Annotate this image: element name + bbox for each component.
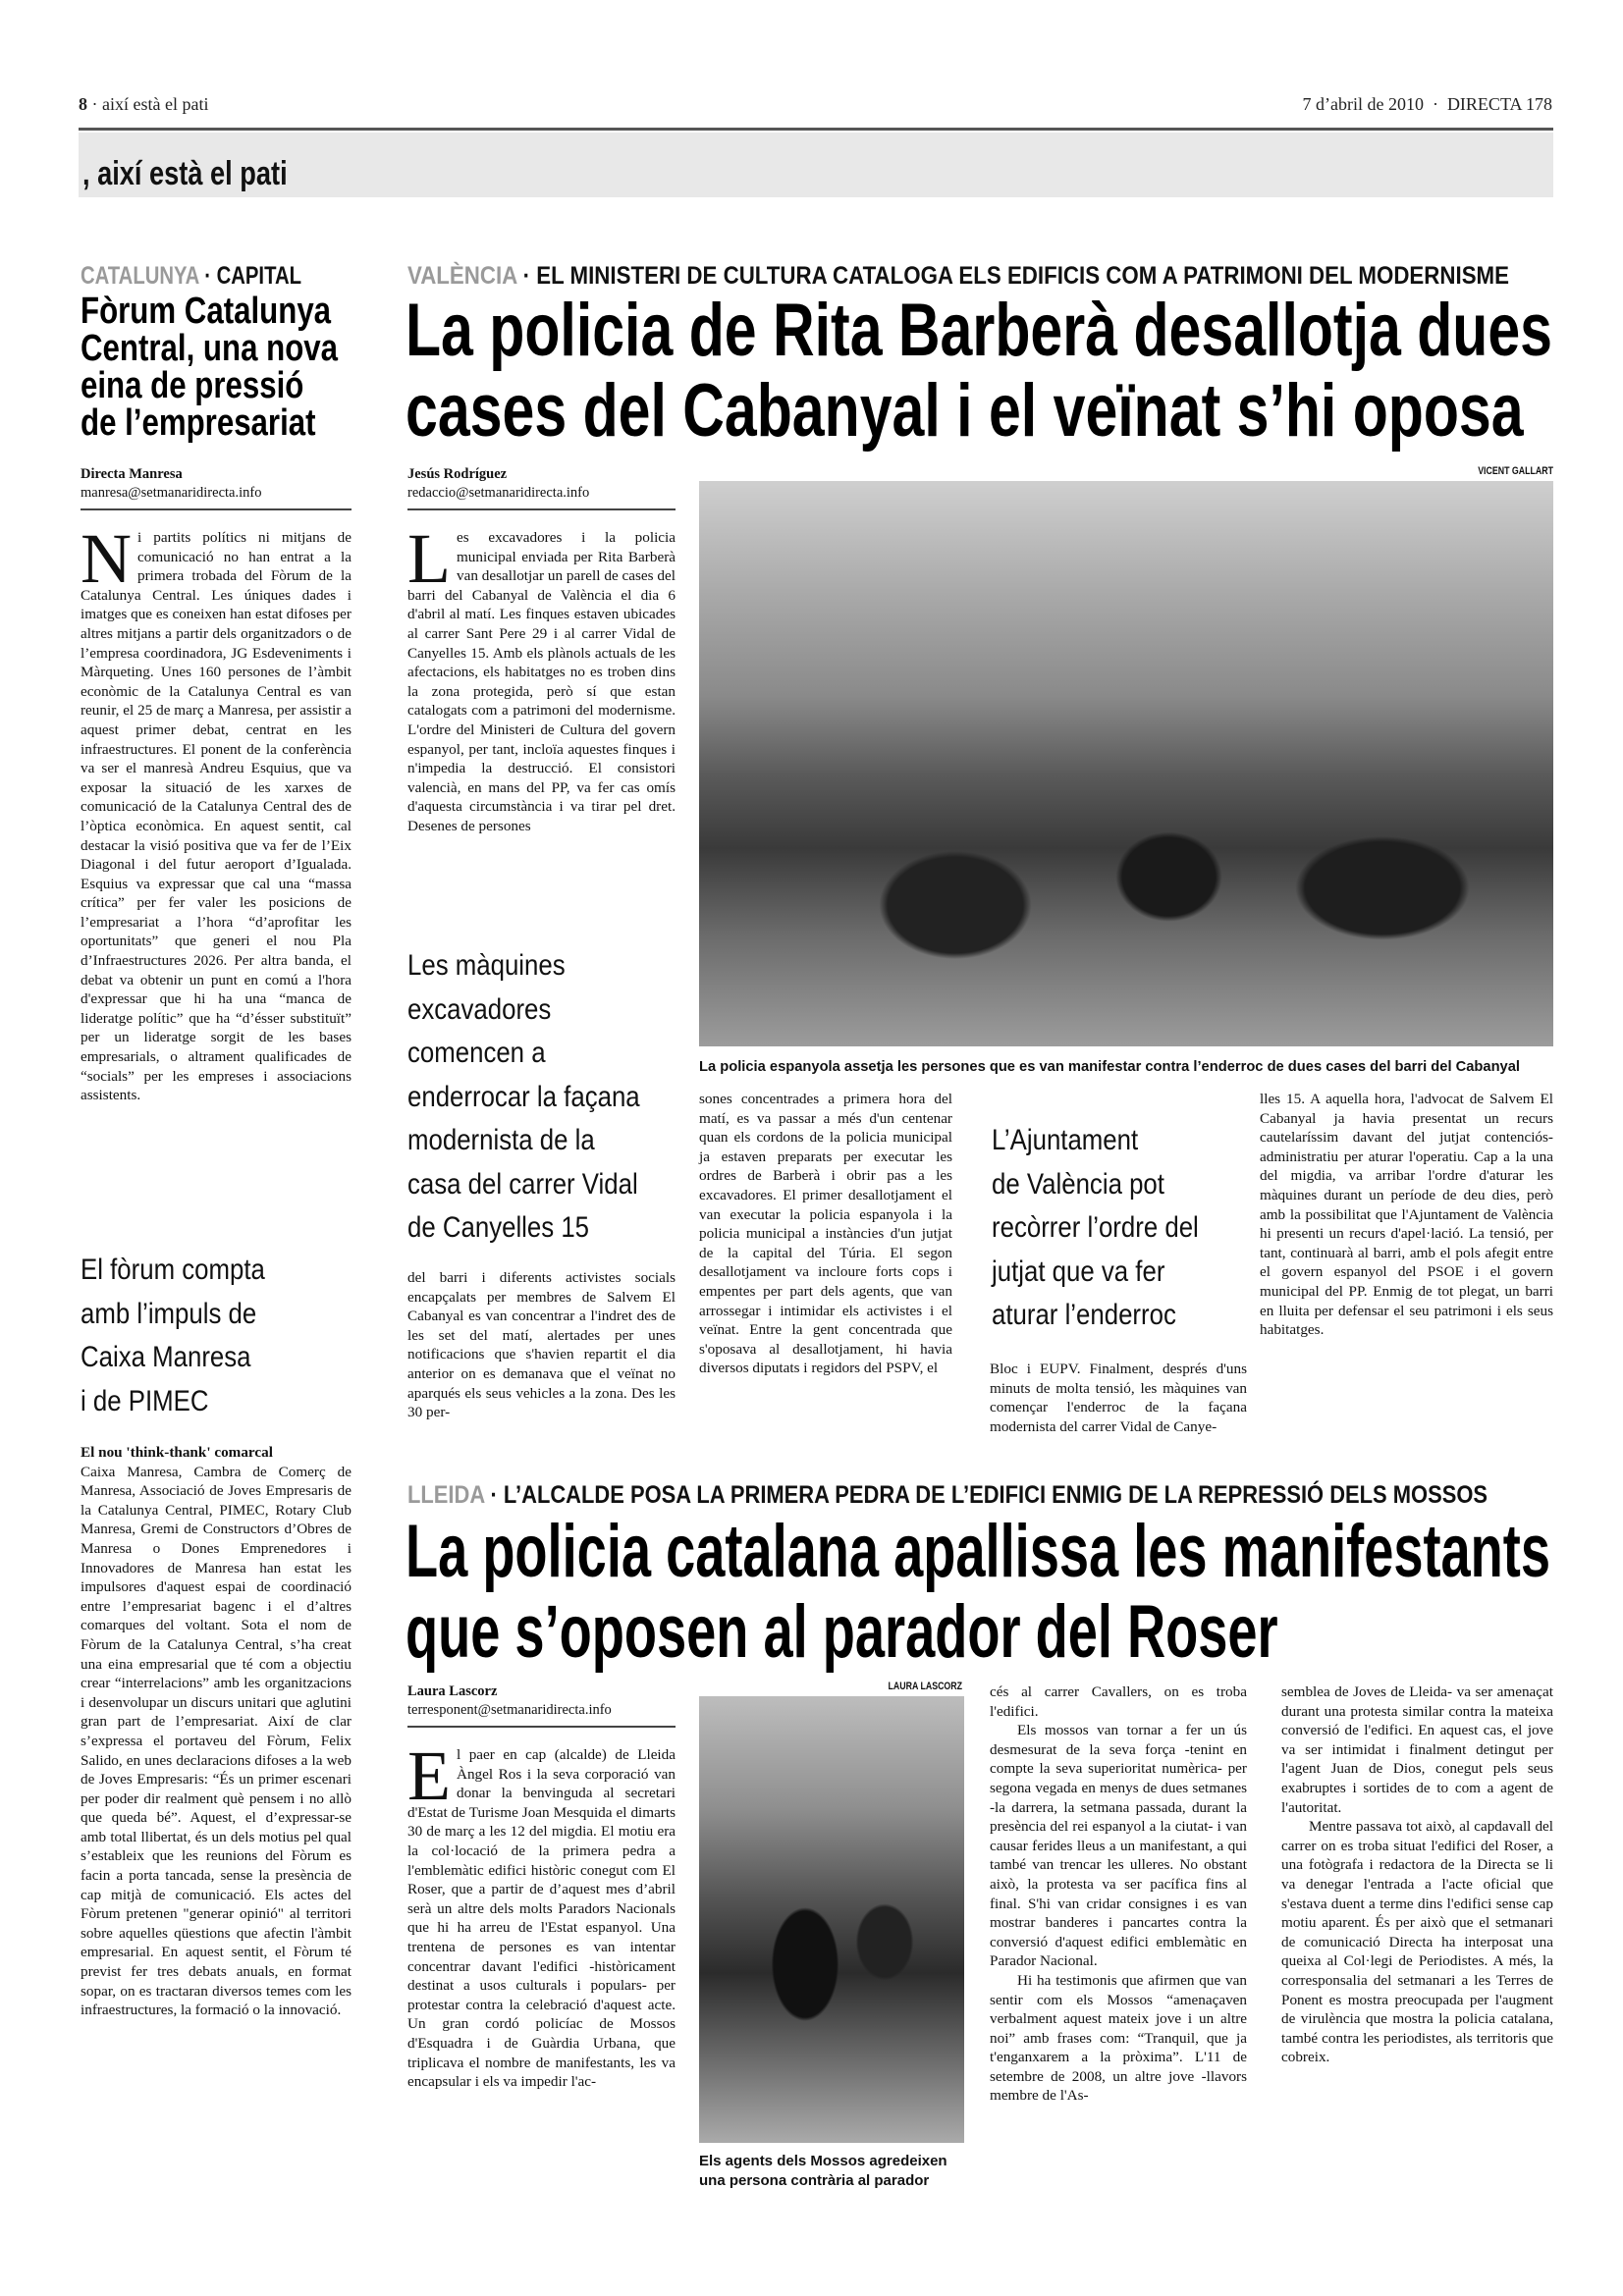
pull-quote-line: de València pot	[992, 1167, 1164, 1201]
drop-cap: N	[81, 519, 132, 598]
top-pull-quote-2	[992, 1119, 1242, 1338]
top-kicker	[407, 261, 1623, 291]
top-article-col2	[699, 1090, 952, 1378]
subheading: El nou 'think-thank' comarcal	[81, 1444, 273, 1461]
section-band	[79, 133, 1553, 197]
body-paragraph: cés al carrer Cavallers, on es troba l'edifici.	[990, 1683, 1247, 1720]
headline-line: La policia de Rita Barberà desallotja dues	[406, 289, 1552, 372]
separator: ·	[91, 94, 98, 114]
body-paragraph: semblea de Joves de Lleida- va ser amenaçat durant una protesta similar contra la mateixa conversió de l'edifici. En aquest cas, el jove va ser intimidat i finalment detingut per l'agent Juan de Dios, conegut pels seus exabruptes i sortides de to com a agent de l'autoritat.	[1281, 1683, 1553, 1816]
caption-line: La policia espanyola assetja les persones que es van manifestar contra l’enderroc de dues cases del barri del Cabanyal	[699, 1058, 1520, 1075]
mossos-photo	[699, 1696, 964, 2143]
drop-cap: L	[407, 519, 451, 598]
pull-quote-line: jutjat que va fer	[992, 1255, 1165, 1288]
author-name: Directa Manresa	[81, 466, 183, 482]
publication-issue: DIRECTA 178	[1446, 94, 1552, 114]
pull-quote-line: casa del carrer Vidal	[407, 1167, 638, 1201]
body-text: Caixa Manresa, Cambra de Comerç de Manresa, Associació de Joves Empresaris de la Catalunya Central, PIMEC, Rotary Club Manresa, Gremi de Constructors d’Obres de Manresa o Dones Emprenedores i Innovadores de Manresa han estat les impulsores d'aquest espai de coordinació entre l’empresariat bagenc i el d’altres comarques del voltant. Sota el nom de Fòrum de la Catalunya Central, s’ha creat una eina empresarial que té com a objectiu crear “interrelacions” amb les organitzacions i desenvolupar un discurs unitari que aglutini gran part de l’empresariat. Així de clar s’expressa el portaveu del Fòrum, Felix Salido, en unes declaracions difoses a la web de Joves Empresaris: “És un primer escenari per poder dir realment què pensem i no allò que queda bé”. Aquest, el d’expressar-se amb total llibertat, és un dels motius pel qual s’estableix que les reunions del Fòrum es facin a porta tancada, sense la presència de cap mitjà de comunicació. Els actes del Fòrum pretenen "generar opinió" al territori sobre aquelles qüestions que afectin l'àmbit empresarial. En aquest sentit, el Fòrum té previst fer tres debats anuals, en format sopar, on es tractaran diversos temes com les infraestructures, la formació o la innovació.	[81, 1463, 352, 2019]
pull-quote-line: modernista de la	[407, 1124, 595, 1156]
header-rule	[79, 128, 1553, 131]
left-article-body	[81, 519, 352, 1105]
pull-quote-line: El fòrum compta	[81, 1254, 265, 1286]
kicker-topic: CAPITAL	[216, 262, 301, 290]
author-name: Laura Lascorz	[407, 1683, 498, 1699]
photo-credit: LAURA LASCORZ	[888, 1681, 962, 1692]
separator: ·	[1432, 94, 1438, 114]
bottom-byline	[407, 1682, 676, 1728]
running-head-left	[79, 94, 208, 115]
top-article-col1b	[407, 1268, 676, 1422]
section-band-title: , així està el pati	[82, 155, 288, 192]
pull-quote-line: L’Ajuntament	[992, 1124, 1139, 1156]
top-article-col1	[407, 519, 676, 836]
author-name: Jesús Rodríguez	[407, 466, 508, 482]
body-text: del barri i diferents activistes socials encapçalats per membres de Salvem El Cabanyal es van concentrar a l'indret des de les set del matí, alertades per unes notificacions que s'havien repartit el dia anterior on es demanava que el veïnat no aparqués els seus vehicles a la zona. Des les 30 per-	[407, 1269, 676, 1421]
headline-line: que s’oposen al parador del Roser	[406, 1590, 1278, 1674]
kicker-separator: ·	[516, 262, 537, 290]
left-headline	[81, 293, 355, 442]
pull-quote-line: i de PIMEC	[81, 1384, 209, 1417]
headline-line: Central, una nova	[81, 328, 338, 369]
pull-quote-line: Caixa Manresa	[81, 1341, 251, 1373]
headline-line: de l’empresariat	[81, 402, 316, 444]
body-text: sones concentrades a primera hora del matí, es va passar a més d'un centenar quan els cordons de la policia municipal ja estaven preparats per executar les ordres de Barberà i obrir pas a les excavadores. El primer desallotjament el van executar la policia espanyola i la policia municipal a instàncies d'un jutjat de la capital del Túria. El segon desallotjament va incloure forts cops i empentes per part dels agents, que van arrossegar i intimidar els activistes i el veïnat. Entre la gent concentrada que s'oposava al desallotjament, hi havia diversos diputats i regidors del PSPV, el	[699, 1091, 952, 1377]
left-kicker	[81, 261, 352, 291]
bottom-headline	[406, 1512, 1564, 1673]
top-headline	[406, 291, 1564, 452]
left-byline	[81, 465, 352, 510]
top-byline	[407, 465, 676, 510]
author-email[interactable]: redaccio@setmanaridirecta.info	[407, 485, 590, 501]
photo-caption	[699, 1057, 1563, 1077]
bottom-article-col1	[407, 1736, 676, 2092]
headline-line: La policia catalana apallissa les manifestants	[406, 1510, 1550, 1593]
kicker-separator: ·	[198, 262, 217, 290]
pull-quote-line: amb l’impuls de	[81, 1297, 257, 1330]
body-paragraph: Els mossos van tornar a fer un ús desmesurat de la seva força -tenint en compte la seva superioritat numèrica- per segona vegada en menys de dues setmanes -la darrera, la setmana passada, durant la presència del rei espanyol a la ciutat- i van causar ferides lleus a un manifestant, a qui també van trencar les ulleres. No obstant això, la protesta va ser pacífica fins al final. S'hi van cridar consignes i es van mostrar banderes i pancartes contra la conversió d'aquest edifici emblemàtic en Parador Nacional.	[990, 1722, 1247, 1970]
kicker-place: VALÈNCIA	[407, 262, 517, 290]
headline-line: Fòrum Catalunya	[81, 291, 332, 332]
kicker-place: LLEIDA	[407, 1481, 485, 1509]
headline-line: cases del Cabanyal i el veïnat s’hi oposa	[406, 369, 1524, 453]
kicker-line	[407, 1480, 1488, 1510]
issue-date: 7 d’abril de 2010	[1302, 94, 1424, 114]
body-text: i partits polítics ni mitjans de comunicació no han entrat a la primera trobada del Fòrum de la Catalunya Central. Les úniques dades i imatges que es coneixen han estat difoses per altres mitjans a partir dels organitzadors o de l’empresa coordinadora, JG Esdeveniments i Màrqueting. Unes 160 persones de l’àmbit econòmic de la Catalunya Central es van reunir, el 25 de març a Manresa, per assistir a aquest primer debat, centrat en les infraestructures. El ponent de la conferència va ser el manresà Andreu Esquius, que va exposar la situació de les xarxes de comunicació de la Catalunya Central des de l’òptica econòmica. En aquest sentit, cal destacar la visió positiva que va fer de l’Eix Diagonal i del futur aeroport d’Igualada. Esquius va expressar que cal una “massa crítica” per fer valer les posicions de l’empresariat a l’hora “d’aprofitar les oportunitats” que generi el nou Pla d’Infraestructures 2026. Per altra banda, el debat va obtenir un punt en comú a l'hora d'expressar que hi ha una “manca de lideratge polític” que ha “d’ésser substituït” per un lideratge sorgit de les bases empresarials, o altrament qualificades de “socials” per les empreses i associacions assistents.	[81, 529, 352, 1104]
running-head-right	[1302, 94, 1552, 115]
pull-quote-line: Les màquines	[407, 949, 566, 982]
body-paragraph: Mentre passava tot això, al capdavall del carrer on es troba situat l'edifici del Roser, a una fotògrafa i redactora de la Directa se li va denegar l'entrada a l'acte oficial que s'estava duent a terme dins l'edifici sense cap motiu aparent. És per això que el setmanari de comunicació Directa ha interposat una queixa al Col·legi de Periodistes. A més, la corresponsalia del setmanari a les Terres de Ponent es mostra preocupada per l'augment de virulència que mostra la policia catalana, també contra les periodistes, als territoris que cobreix.	[1281, 1818, 1553, 2066]
body-text: lles 15. A aquella hora, l'advocat de Salvem El Cabanyal ja havia presentat un recurs cautelaríssim davant del jutjat contenciós-administratiu per aturar l'operatiu. Cap a la una del migdia, va arribar l'ordre d'aturar les màquines durant un període de deu dies, però amb la possibilitat que l'Ajuntament de València hi presenti un recurs d'apel·lació. La tensió, per tant, continuarà al barri, amb el pols afegit entre el govern espanyol del PSOE i el govern municipal del PP. Enmig de tot plegat, un barri en lluita per defensar el seu patrimoni i els seus habitatges.	[1260, 1091, 1553, 1339]
pull-quote-line: aturar l’enderroc	[992, 1299, 1176, 1331]
protest-photo	[699, 481, 1553, 1046]
body-text: l paer en cap (alcalde) de Lleida Àngel Ros i la seva corporació van donar la benvinguda al secretari d'Estat de Turisme Joan Mesquida el dimarts 30 de març a les 12 del migdia. El motiu era la col·locació de la primera pedra a l'emblemàtic edifici històric conegut com El Roser, que a partir de d’aquest mes d’abril serà un altre dels molts Paradors Nacionals que hi ha arreu de l'Estat espanyol. Una trentena de persones es van intentar concentrar davant l'edifici -històricament destinat a usos culturals i populars- per protestar contra la celebració d'aquest acte. Un gran cordó policíac de Mossos d'Esquadra i de Guàrdia Urbana, que triplicava el nombre de manifestants, les va encapsular i els va impedir l'ac-	[407, 1746, 676, 2091]
top-article-col3	[990, 1360, 1247, 1436]
kicker-line	[81, 261, 301, 291]
pull-quote-line: enderrocar la façana	[407, 1080, 640, 1113]
photo-caption: Els agents dels Mossos agredeixen una persona contrària al parador	[699, 2153, 947, 2189]
top-article-col4	[1260, 1090, 1553, 1340]
pull-quote-line: excavadores	[407, 992, 552, 1026]
body-paragraph: Hi ha testimonis que afirmen que van sentir com els Mossos “amenaçaven verbalment aquest mateix jove i un altre noi” amb frases com: “Tranquil, que ja t'enganxarem a la pròxima”. L'11 de setembre de 2008, un altre jove -llavors membre de l'As-	[990, 1971, 1247, 2105]
pull-quote-line: de Canyelles 15	[407, 1211, 590, 1244]
kicker-line	[407, 261, 1509, 291]
bottom-kicker	[407, 1480, 1623, 1510]
page-number: 8	[79, 94, 87, 114]
author-email[interactable]: terresponent@setmanaridirecta.info	[407, 1702, 612, 1718]
kicker-topic: L’ALCALDE POSA LA PRIMERA PEDRA DE L’EDIFICI ENMIG DE LA REPRESSIÓ DELS MOSSOS	[503, 1481, 1488, 1509]
left-article-body-2	[81, 1443, 352, 2020]
top-pull-quote-1	[407, 944, 676, 1251]
left-pull-quote	[81, 1249, 352, 1423]
bottom-article-col2	[990, 1682, 1247, 2106]
headline-line: eina de pressió	[81, 365, 304, 406]
bottom-article-col3	[1281, 1682, 1553, 2067]
pull-quote-line: comencen a	[407, 1037, 546, 1069]
pull-quote-line: recòrrer l’ordre del	[992, 1211, 1199, 1244]
drop-cap: E	[407, 1736, 451, 1815]
body-text: es excavadores i la policia municipal enviada per Rita Barberà van desallotjar un parell de cases del barri del Cabanyal de València el dia 6 d'abril al matí. Les finques estaven ubicades al carrer Sant Pere 29 i al carrer Vidal de Canyelles 15. Amb els plànols actuals de les afectacions, els habitatges no es troben dins la zona protegida, però sí que estan catalogats com a patrimoni del modernisme. L'ordre del Ministeri de Cultura del govern espanyol, per tant, incloïa aquestes finques i n'impedia la destrucció. El consistori valencià, en mans del PP, va fer cas omís d'aquesta circumstància i va tirar pel dret. Desenes de persones	[407, 529, 676, 834]
photo-credit: VICENT GALLART	[1478, 465, 1553, 477]
kicker-topic: EL MINISTERI DE CULTURA CATALOGA ELS EDIFICIS COM A PATRIMONI DEL MODERNISME	[536, 262, 1509, 290]
body-text: Bloc i EUPV. Finalment, després d'uns minuts de molta tensió, les màquines van començar l'enderroc de la façana modernista del carrer Vidal de Canye-	[990, 1361, 1247, 1435]
author-email[interactable]: manresa@setmanaridirecta.info	[81, 485, 262, 501]
kicker-place: CATALUNYA	[81, 262, 199, 290]
section-name: així està el pati	[102, 94, 209, 114]
kicker-separator: ·	[484, 1481, 504, 1509]
